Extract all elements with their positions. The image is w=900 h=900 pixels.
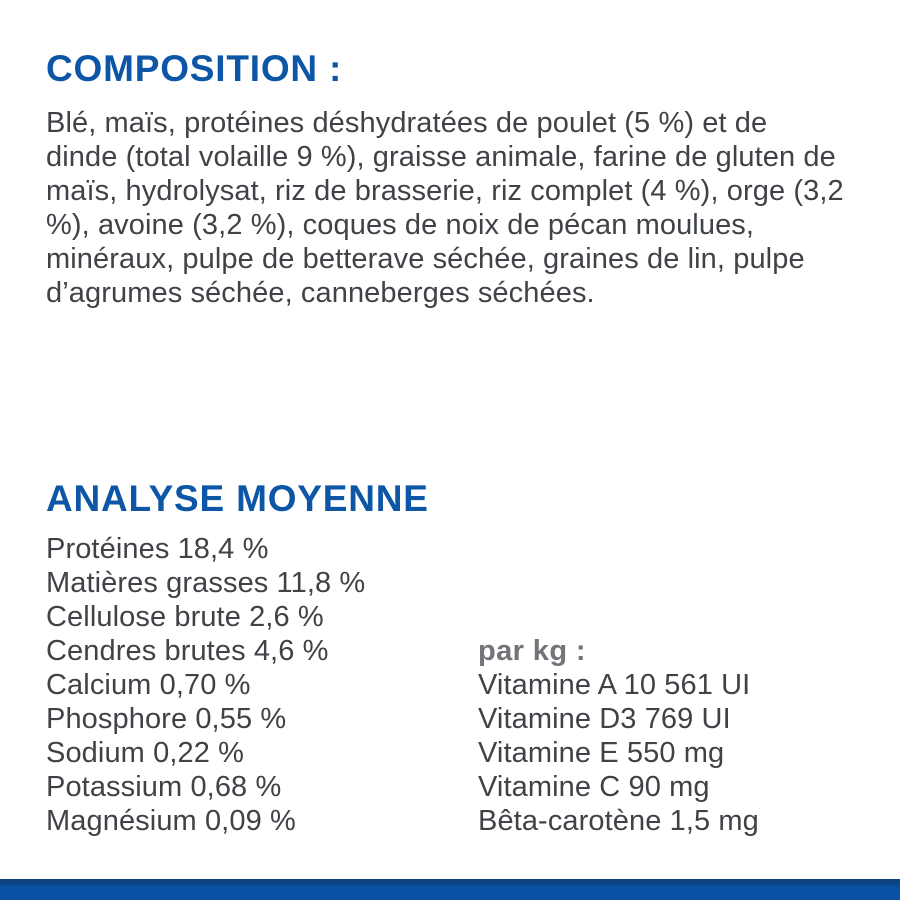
- per-kg-item: Vitamine D3 769 UI: [478, 703, 731, 735]
- per-kg-label: par kg :: [478, 635, 586, 667]
- per-kg-item: Bêta-carotène 1,5 mg: [478, 805, 759, 837]
- per-kg-item: Vitamine E 550 mg: [478, 737, 725, 769]
- bottom-accent-bar: [0, 879, 900, 900]
- nutrient-item: Protéines 18,4 %: [46, 533, 269, 565]
- per-kg-item: Vitamine C 90 mg: [478, 771, 710, 803]
- per-kg-list: [478, 668, 759, 838]
- nutrient-item: Cellulose brute 2,6 %: [46, 601, 324, 633]
- per-kg-column: [478, 634, 759, 838]
- nutrient-item: Magnésium 0,09 %: [46, 805, 296, 837]
- nutrient-item: Sodium 0,22 %: [46, 737, 244, 769]
- nutrient-list: [46, 532, 365, 838]
- nutrient-item: Potassium 0,68 %: [46, 771, 282, 803]
- per-kg-item: Vitamine A 10 561 UI: [478, 669, 751, 701]
- nutrient-item: Calcium 0,70 %: [46, 669, 251, 701]
- composition-heading: COMPOSITION :: [46, 48, 343, 89]
- nutrient-item: Cendres brutes 4,6 %: [46, 635, 329, 667]
- composition-ingredients-text: Blé, maïs, protéines déshydratées de poulet (5 %) et de dinde (total volaille 9 %), graisse animale, farine de gluten de maïs, hydrolysat, riz de brasserie, riz complet (4 %), orge (3,2 %), avoine (3,2 %), coques de noix de pécan moulues, minéraux, pulpe de betterave séchée, graines de lin, pulpe d’agrumes séchée, canneberges séchées.: [46, 107, 844, 309]
- nutrient-item: Matières grasses 11,8 %: [46, 567, 366, 599]
- analysis-heading: ANALYSE MOYENNE: [46, 478, 429, 519]
- nutrient-item: Phosphore 0,55 %: [46, 703, 287, 735]
